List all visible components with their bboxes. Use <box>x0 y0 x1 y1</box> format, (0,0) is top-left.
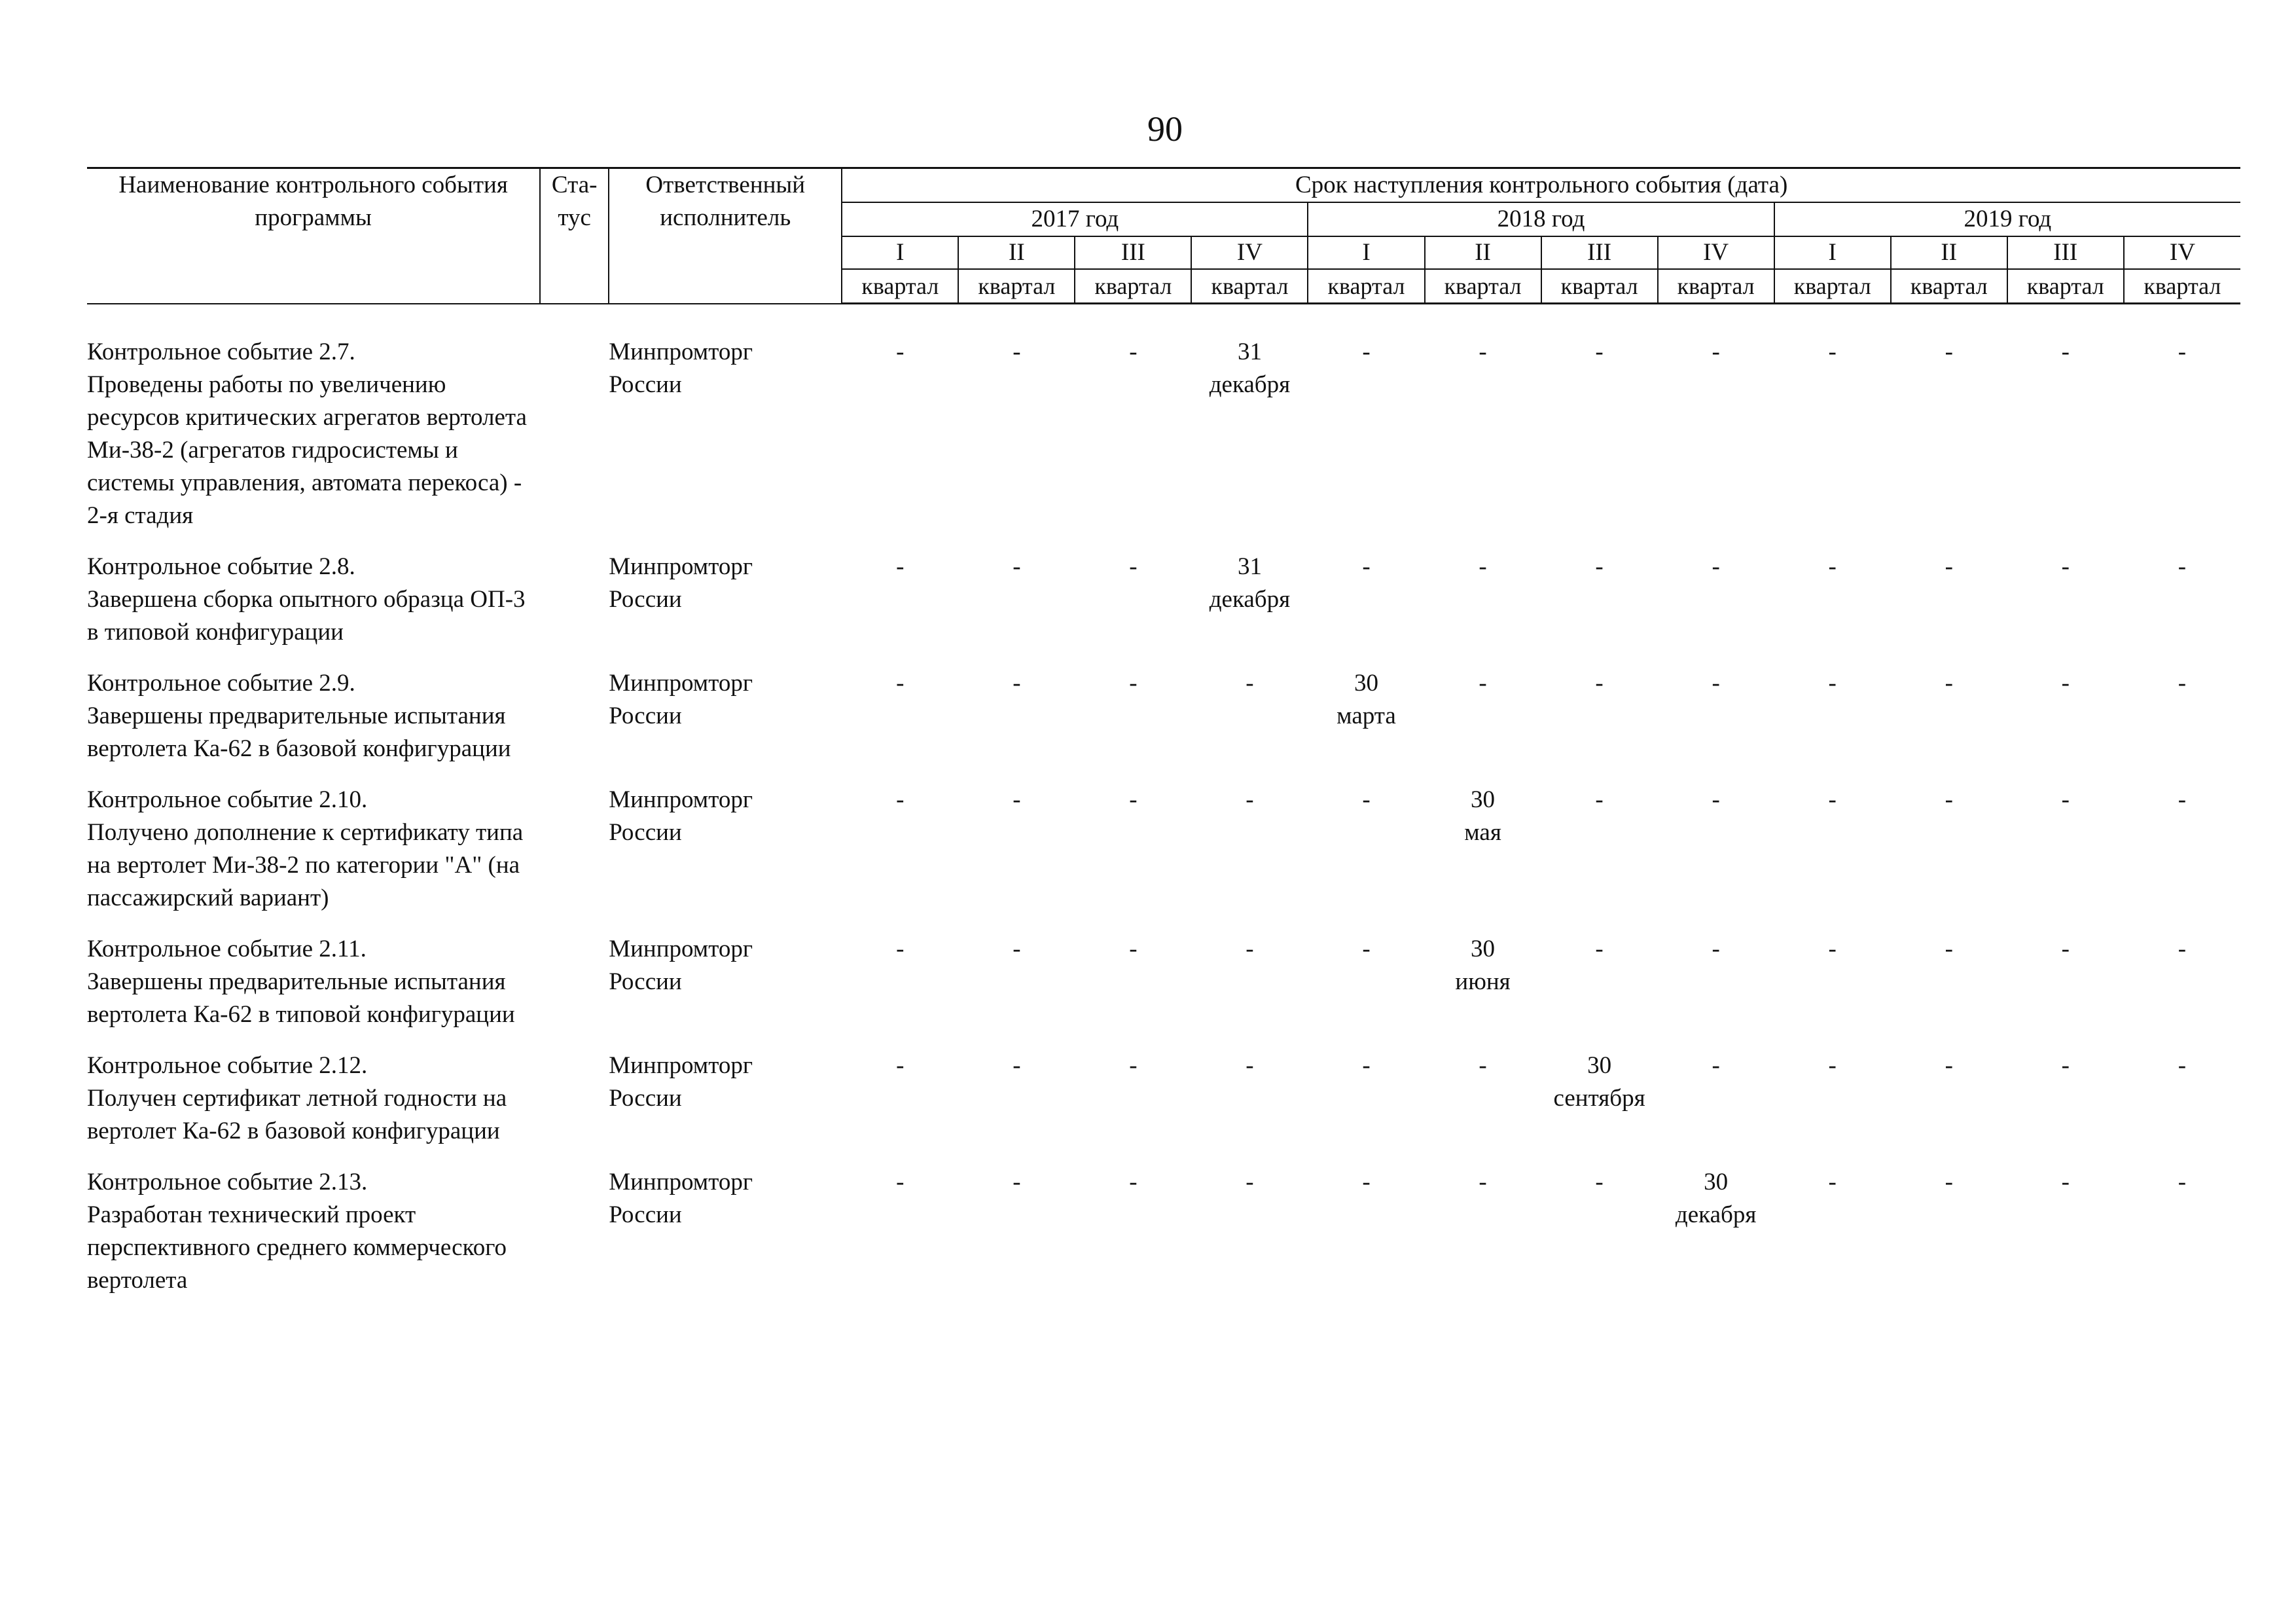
quarter-date-cell <box>1191 933 1308 1049</box>
header-responsible-line2: исполнитель <box>660 204 791 231</box>
responsible-line1: Минпромторг <box>609 936 753 962</box>
date-day: - <box>1013 1169 1021 1195</box>
header-quarter-number: I <box>842 236 958 269</box>
date-day: - <box>2178 670 2187 697</box>
responsible-line2: России <box>609 1085 682 1112</box>
header-quarter-number: IV <box>1191 236 1308 269</box>
quarter-date-cell <box>1891 667 2007 784</box>
header-quarter-word: квартал <box>958 269 1075 304</box>
date-day: - <box>2178 936 2187 962</box>
date-day: - <box>1362 1052 1371 1079</box>
quarter-date-cell <box>2007 1166 2124 1315</box>
event-responsible-cell <box>609 1166 842 1315</box>
date-day: - <box>2061 936 2070 962</box>
quarter-date-cell <box>842 667 958 784</box>
header-year-2018: 2018 год <box>1308 202 1774 236</box>
header-quarter-word: квартал <box>1774 269 1891 304</box>
quarter-date-cell <box>1308 336 1424 551</box>
quarter-date-cell <box>1774 1166 1891 1315</box>
date-day: - <box>1828 786 1837 813</box>
event-title: Контрольное событие 2.13. <box>87 1169 368 1195</box>
header-quarter-word: квартал <box>842 269 958 304</box>
date-day: - <box>1945 670 1953 697</box>
date-day: 30 <box>1587 1052 1612 1079</box>
quarter-date-cell <box>1658 667 1774 784</box>
date-day: 31 <box>1237 338 1262 365</box>
quarter-date-cell <box>842 551 958 667</box>
page-number: 90 <box>1147 109 1183 149</box>
header-quarter-number: II <box>1891 236 2007 269</box>
date-day: - <box>1712 338 1720 365</box>
quarter-date-cell <box>1308 784 1424 933</box>
quarter-date-cell <box>1308 667 1424 784</box>
event-name-cell <box>87 1166 540 1315</box>
header-quarter-word: квартал <box>1658 269 1774 304</box>
quarter-date-cell <box>1658 1166 1774 1315</box>
quarter-date-cell <box>2007 551 2124 667</box>
quarter-date-cell <box>1541 933 1658 1049</box>
date-day: 30 <box>1471 786 1496 813</box>
date-day: - <box>1362 1169 1371 1195</box>
quarter-date-cell <box>1191 784 1308 933</box>
responsible-line2: России <box>609 968 682 995</box>
event-responsible-cell <box>609 667 842 784</box>
table-row <box>87 667 2240 784</box>
responsible-line1: Минпромторг <box>609 1052 753 1079</box>
quarter-date-cell <box>1425 933 1541 1049</box>
quarter-date-cell <box>1425 1166 1541 1315</box>
event-status-cell <box>540 336 609 551</box>
date-month: июня <box>1455 968 1511 995</box>
date-day: - <box>1246 670 1254 697</box>
quarter-date-cell <box>1425 551 1541 667</box>
responsible-line1: Минпромторг <box>609 553 753 580</box>
event-name-cell <box>87 551 540 667</box>
date-day: - <box>1595 786 1604 813</box>
date-day: - <box>896 1052 905 1079</box>
event-status-cell <box>540 667 609 784</box>
date-month: декабря <box>1209 586 1291 613</box>
header-quarter-number: III <box>2007 236 2124 269</box>
date-day: - <box>1595 670 1604 697</box>
event-title: Контрольное событие 2.10. <box>87 786 368 813</box>
quarter-date-cell <box>1425 667 1541 784</box>
quarter-date-cell <box>1658 1049 1774 1166</box>
date-day: 30 <box>1704 1169 1729 1195</box>
date-day: - <box>1595 553 1604 580</box>
date-day: - <box>2061 338 2070 365</box>
quarter-date-cell <box>1774 1049 1891 1166</box>
date-day: - <box>2178 1052 2187 1079</box>
date-day: - <box>1362 553 1371 580</box>
date-day: - <box>1595 936 1604 962</box>
date-day: - <box>1129 1052 1138 1079</box>
responsible-line2: России <box>609 1201 682 1228</box>
quarter-date-cell <box>958 551 1075 667</box>
table-row <box>87 1166 2240 1315</box>
header-quarter-number: I <box>1774 236 1891 269</box>
quarter-date-cell <box>1891 336 2007 551</box>
date-day: - <box>1479 670 1487 697</box>
date-day: - <box>1828 1169 1837 1195</box>
quarter-date-cell <box>842 933 958 1049</box>
quarter-date-cell <box>2124 667 2240 784</box>
event-responsible-cell <box>609 1049 842 1166</box>
quarter-date-cell <box>1308 933 1424 1049</box>
header-status <box>540 168 609 304</box>
quarter-date-cell <box>1774 933 1891 1049</box>
quarter-date-cell <box>2124 1166 2240 1315</box>
header-quarter-word: квартал <box>1891 269 2007 304</box>
date-month: декабря <box>1675 1201 1757 1228</box>
date-day: - <box>896 670 905 697</box>
date-month: марта <box>1336 702 1396 729</box>
quarter-date-cell <box>2124 336 2240 551</box>
quarter-date-cell <box>1541 1166 1658 1315</box>
date-day: - <box>1945 553 1953 580</box>
date-day: - <box>1479 1052 1487 1079</box>
header-spacer-row <box>87 304 2240 337</box>
date-day: - <box>1595 1169 1604 1195</box>
date-day: - <box>2178 338 2187 365</box>
date-day: - <box>1479 1169 1487 1195</box>
quarter-date-cell <box>958 1049 1075 1166</box>
quarter-date-cell <box>1425 336 1541 551</box>
header-responsible <box>609 168 842 304</box>
header-event-name: Наименование контрольного события программы <box>87 168 540 304</box>
date-month: декабря <box>1209 371 1291 398</box>
responsible-line2: России <box>609 371 682 398</box>
event-name-cell <box>87 336 540 551</box>
quarter-date-cell <box>1541 784 1658 933</box>
quarter-date-cell <box>1308 1049 1424 1166</box>
header-quarter-word: квартал <box>1541 269 1658 304</box>
quarter-date-cell <box>1075 784 1191 933</box>
date-day: - <box>2178 786 2187 813</box>
quarter-date-cell <box>1075 551 1191 667</box>
date-month: сентября <box>1553 1085 1645 1112</box>
table-row <box>87 336 2240 551</box>
table-row <box>87 1049 2240 1166</box>
responsible-line2: России <box>609 586 682 613</box>
quarter-date-cell <box>958 784 1075 933</box>
date-day: - <box>1828 1052 1837 1079</box>
date-day: - <box>1479 553 1487 580</box>
event-description: Получен сертификат летной годности на вертолет Ка-62 в базовой конфигурации <box>87 1085 507 1144</box>
quarter-date-cell <box>1075 336 1191 551</box>
event-title: Контрольное событие 2.7. <box>87 338 355 365</box>
date-day: - <box>1712 553 1720 580</box>
event-title: Контрольное событие 2.12. <box>87 1052 368 1079</box>
date-day: - <box>1828 670 1837 697</box>
control-events-table <box>87 167 2240 1315</box>
header-quarter-number: II <box>1425 236 1541 269</box>
date-day: - <box>2061 553 2070 580</box>
quarter-date-cell <box>842 336 958 551</box>
quarter-date-cell <box>958 667 1075 784</box>
date-day: - <box>1828 936 1837 962</box>
event-title: Контрольное событие 2.9. <box>87 670 355 697</box>
responsible-line1: Минпромторг <box>609 670 753 697</box>
date-day: - <box>896 553 905 580</box>
responsible-line2: России <box>609 819 682 846</box>
date-day: - <box>1013 786 1021 813</box>
date-day: - <box>1828 338 1837 365</box>
header-responsible-line1: Ответственный <box>645 172 806 198</box>
date-day: - <box>1945 1169 1953 1195</box>
quarter-date-cell <box>1075 1166 1191 1315</box>
date-day: - <box>1246 1169 1254 1195</box>
quarter-date-cell <box>842 1166 958 1315</box>
header-quarter-number: III <box>1075 236 1191 269</box>
event-name-cell <box>87 1049 540 1166</box>
event-responsible-cell <box>609 336 842 551</box>
date-day: - <box>1828 553 1837 580</box>
header-quarter-word: квартал <box>2007 269 2124 304</box>
date-day: - <box>1246 1052 1254 1079</box>
date-day: - <box>1013 338 1021 365</box>
quarter-date-cell <box>1658 551 1774 667</box>
header-deadline-group: Срок наступления контрольного события (дата) <box>842 168 2240 203</box>
quarter-date-cell <box>1191 667 1308 784</box>
event-status-cell <box>540 1166 609 1315</box>
date-day: - <box>1129 786 1138 813</box>
event-description: Получено дополнение к сертификату типа на вертолет Ми-38-2 по категории "А" (на пассажирский вариант) <box>87 819 524 911</box>
header-quarter-word: квартал <box>1075 269 1191 304</box>
quarter-date-cell <box>1541 551 1658 667</box>
event-status-cell <box>540 784 609 933</box>
header-status-line2: тус <box>558 204 591 231</box>
quarter-date-cell <box>1541 667 1658 784</box>
date-day: - <box>1945 1052 1953 1079</box>
table-row <box>87 551 2240 667</box>
quarter-date-cell <box>842 1049 958 1166</box>
header-quarter-number: IV <box>2124 236 2240 269</box>
event-name-cell <box>87 933 540 1049</box>
quarter-date-cell <box>2007 933 2124 1049</box>
header-quarter-number: II <box>958 236 1075 269</box>
date-day: - <box>1712 786 1720 813</box>
date-day: - <box>1945 338 1953 365</box>
quarter-date-cell <box>1075 1049 1191 1166</box>
quarter-date-cell <box>1891 784 2007 933</box>
event-title: Контрольное событие 2.11. <box>87 936 367 962</box>
table-row <box>87 784 2240 933</box>
event-responsible-cell <box>609 933 842 1049</box>
event-status-cell <box>540 551 609 667</box>
event-name-cell <box>87 784 540 933</box>
date-day: - <box>1129 338 1138 365</box>
event-responsible-cell <box>609 551 842 667</box>
quarter-date-cell <box>1191 336 1308 551</box>
quarter-date-cell <box>2007 784 2124 933</box>
table-row <box>87 933 2240 1049</box>
date-day: - <box>1129 1169 1138 1195</box>
date-day: - <box>1129 936 1138 962</box>
responsible-line1: Минпромторг <box>609 338 753 365</box>
date-day: 31 <box>1237 553 1262 580</box>
quarter-date-cell <box>1308 551 1424 667</box>
date-day: - <box>1129 670 1138 697</box>
quarter-date-cell <box>958 1166 1075 1315</box>
quarter-date-cell <box>2007 336 2124 551</box>
date-day: - <box>1246 786 1254 813</box>
date-day: - <box>1013 670 1021 697</box>
quarter-date-cell <box>1191 1049 1308 1166</box>
quarter-date-cell <box>1774 667 1891 784</box>
date-month: мая <box>1464 819 1501 846</box>
quarter-date-cell <box>1891 551 2007 667</box>
event-description: Разработан технический проект перспективного среднего коммерческого вертолета <box>87 1201 507 1294</box>
quarter-date-cell <box>1191 551 1308 667</box>
date-day: - <box>1479 338 1487 365</box>
date-day: - <box>1945 786 1953 813</box>
event-status-cell <box>540 1049 609 1166</box>
event-name-cell <box>87 667 540 784</box>
responsible-line1: Минпромторг <box>609 786 753 813</box>
header-quarter-number: III <box>1541 236 1658 269</box>
date-day: - <box>1362 936 1371 962</box>
quarter-date-cell <box>1541 336 1658 551</box>
quarter-date-cell <box>1891 933 2007 1049</box>
date-day: - <box>1013 1052 1021 1079</box>
responsible-line1: Минпромторг <box>609 1169 753 1195</box>
date-day: - <box>896 936 905 962</box>
quarter-date-cell <box>2124 933 2240 1049</box>
event-description: Проведены работы по увеличению ресурсов критических агрегатов вертолета Ми-38-2 (агрегатов гидросистемы и системы управления, автомата перекоса) - 2-я стадия <box>87 371 527 529</box>
quarter-date-cell <box>1541 1049 1658 1166</box>
responsible-line2: России <box>609 702 682 729</box>
quarter-date-cell <box>1425 1049 1541 1166</box>
events-body <box>87 304 2240 1316</box>
event-description: Завершены предварительные испытания вертолета Ка-62 в типовой конфигурации <box>87 968 515 1028</box>
event-status-cell <box>540 933 609 1049</box>
date-day: - <box>2061 1052 2070 1079</box>
header-quarter-word: квартал <box>2124 269 2240 304</box>
date-day: - <box>1129 553 1138 580</box>
quarter-date-cell <box>958 933 1075 1049</box>
event-title: Контрольное событие 2.8. <box>87 553 355 580</box>
quarter-date-cell <box>2007 1049 2124 1166</box>
date-day: - <box>1246 936 1254 962</box>
header-quarter-number: I <box>1308 236 1424 269</box>
quarter-date-cell <box>1774 336 1891 551</box>
date-day: - <box>1362 786 1371 813</box>
quarter-date-cell <box>2124 551 2240 667</box>
quarter-date-cell <box>1658 784 1774 933</box>
quarter-date-cell <box>2124 1049 2240 1166</box>
quarter-date-cell <box>2124 784 2240 933</box>
quarter-date-cell <box>1075 667 1191 784</box>
date-day: - <box>1013 936 1021 962</box>
date-day: 30 <box>1471 936 1496 962</box>
header-quarter-word: квартал <box>1191 269 1308 304</box>
event-responsible-cell <box>609 784 842 933</box>
quarter-date-cell <box>1658 336 1774 551</box>
quarter-date-cell <box>958 336 1075 551</box>
date-day: - <box>1595 338 1604 365</box>
event-description: Завершена сборка опытного образца ОП-3 в типовой конфигурации <box>87 586 526 646</box>
date-day: - <box>1712 936 1720 962</box>
header-quarter-word: квартал <box>1425 269 1541 304</box>
quarter-date-cell <box>1891 1049 2007 1166</box>
date-day: - <box>1945 936 1953 962</box>
date-day: - <box>896 338 905 365</box>
quarter-date-cell <box>1308 1166 1424 1315</box>
quarter-date-cell <box>1075 933 1191 1049</box>
header-quarter-word: квартал <box>1308 269 1424 304</box>
date-day: 30 <box>1354 670 1378 697</box>
event-description: Завершены предварительные испытания вертолета Ка-62 в базовой конфигурации <box>87 702 511 762</box>
quarter-date-cell <box>1425 784 1541 933</box>
date-day: - <box>1362 338 1371 365</box>
date-day: - <box>1712 670 1720 697</box>
date-day: - <box>2061 786 2070 813</box>
quarter-date-cell <box>1774 784 1891 933</box>
quarter-date-cell <box>2007 667 2124 784</box>
header-year-2017: 2017 год <box>842 202 1308 236</box>
header-year-2019: 2019 год <box>1774 202 2240 236</box>
date-day: - <box>1712 1052 1720 1079</box>
header-quarter-number: IV <box>1658 236 1774 269</box>
date-day: - <box>2061 1169 2070 1195</box>
quarter-date-cell <box>1658 933 1774 1049</box>
date-day: - <box>2061 670 2070 697</box>
quarter-date-cell <box>842 784 958 933</box>
header-status-line1: Ста- <box>551 172 598 198</box>
quarter-date-cell <box>1774 551 1891 667</box>
date-day: - <box>896 1169 905 1195</box>
date-day: - <box>2178 1169 2187 1195</box>
date-day: - <box>896 786 905 813</box>
quarter-date-cell <box>1891 1166 2007 1315</box>
date-day: - <box>2178 553 2187 580</box>
date-day: - <box>1013 553 1021 580</box>
table-header <box>87 168 2240 304</box>
quarter-date-cell <box>1191 1166 1308 1315</box>
